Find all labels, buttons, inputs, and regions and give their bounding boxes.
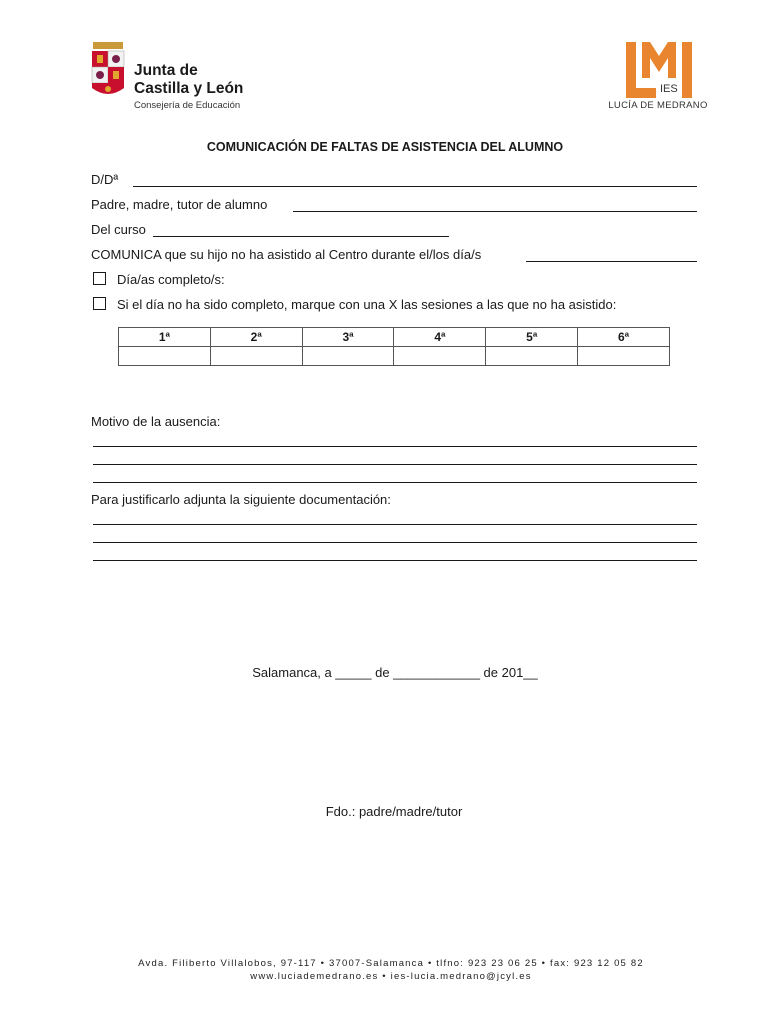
padre-input-line[interactable] xyxy=(293,211,697,212)
dias-input-line[interactable] xyxy=(526,261,697,262)
session-cell-6[interactable] xyxy=(578,347,670,366)
documentacion-label: Para justificarlo adjunta la siguiente documentación: xyxy=(91,492,391,507)
documentacion-line-1[interactable] xyxy=(93,524,697,525)
junta-name-line2: Castilla y León xyxy=(134,80,244,97)
documentacion-line-2[interactable] xyxy=(93,542,697,543)
ies-logo-icon xyxy=(626,42,692,98)
ies-name: LUCÍA DE MEDRANO xyxy=(608,100,708,111)
motivo-label: Motivo de la ausencia: xyxy=(91,414,221,429)
session-cell-5[interactable] xyxy=(486,347,578,366)
comunica-label: COMUNICA que su hijo no ha asistido al Centro durante el/los día/s xyxy=(91,247,482,262)
sessions-header-row xyxy=(119,328,670,347)
dia-completo-label: Día/as completo/s: xyxy=(117,272,225,287)
coat-of-arms-icon xyxy=(90,42,126,100)
consejeria-label: Consejería de Educación xyxy=(134,100,241,111)
footer-address: Avda. Filiberto Villalobos, 97-117 • 37007-Salamanca • tlfno: 923 23 06 25 • fax: 923 12 05 82 xyxy=(138,958,644,969)
footer-web-email: www.luciademedrano.es • ies-lucia.medrano@jcyl.es xyxy=(250,971,532,982)
motivo-line-1[interactable] xyxy=(93,446,697,447)
session-header-2: 2ª xyxy=(210,328,302,347)
motivo-line-2[interactable] xyxy=(93,464,697,465)
session-header-4: 4ª xyxy=(394,328,486,347)
document-title: COMUNICACIÓN DE FALTAS DE ASISTENCIA DEL ALUMNO xyxy=(206,140,564,154)
session-header-5: 5ª xyxy=(486,328,578,347)
place-date-line: Salamanca, a _____ de ____________ de 201__ xyxy=(252,665,538,680)
dia-completo-checkbox[interactable] xyxy=(93,272,106,285)
session-header-1: 1ª xyxy=(119,328,211,347)
padre-label: Padre, madre, tutor de alumno xyxy=(91,197,268,212)
session-cell-4[interactable] xyxy=(394,347,486,366)
dia-parcial-label: Si el día no ha sido completo, marque con una X las sesiones a las que no ha asistido: xyxy=(117,297,617,312)
ies-mark-text: IES xyxy=(660,83,678,95)
session-header-3: 3ª xyxy=(302,328,394,347)
documentacion-line-3[interactable] xyxy=(93,560,697,561)
dd-label: D/Dª xyxy=(91,172,119,187)
curso-input-line[interactable] xyxy=(153,236,449,237)
signature-line: Fdo.: padre/madre/tutor xyxy=(325,804,463,819)
sessions-table xyxy=(118,327,670,366)
junta-castilla-leon-logo xyxy=(90,42,270,114)
session-cell-1[interactable] xyxy=(119,347,211,366)
session-header-6: 6ª xyxy=(578,328,670,347)
curso-label: Del curso xyxy=(91,222,146,237)
session-cell-3[interactable] xyxy=(302,347,394,366)
dia-parcial-checkbox[interactable] xyxy=(93,297,106,310)
session-cell-2[interactable] xyxy=(210,347,302,366)
sessions-mark-row xyxy=(119,347,670,366)
motivo-line-3[interactable] xyxy=(93,482,697,483)
junta-name-line1: Junta de xyxy=(134,62,198,79)
dd-input-line[interactable] xyxy=(133,186,697,187)
ies-lucia-medrano-logo xyxy=(606,42,710,114)
